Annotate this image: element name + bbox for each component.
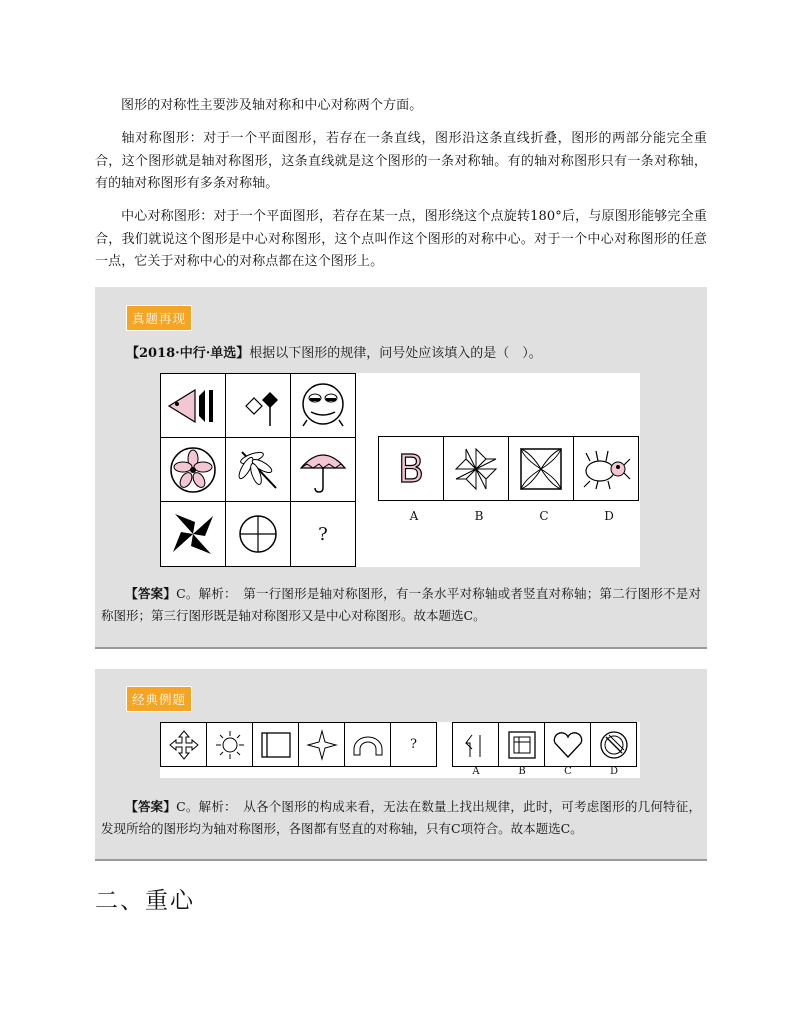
four-point-star-figure bbox=[298, 722, 345, 767]
umbrella-figure bbox=[290, 437, 356, 502]
axial-symmetry-paragraph: 轴对称图形：对于一个平面图形，若存在一条直线，图形沿这条直线折叠，图形的两部分能完全重合，这个图形就是轴对称图形，这条直线就是这个图形的一条对称轴。有的轴对称图形只有一条对称轴，有的轴对称图形有多条对称轴。 bbox=[95, 131, 707, 191]
section-heading: 二、重心 bbox=[95, 888, 195, 914]
diamond-arrow-figure bbox=[225, 373, 291, 438]
option-d-label: D bbox=[604, 509, 614, 523]
option-a-label: A bbox=[409, 509, 419, 523]
example-figure-strip bbox=[160, 722, 640, 778]
example-option-a-figure[interactable] bbox=[452, 722, 499, 767]
classic-example-tag: 经典例题 bbox=[126, 686, 192, 712]
intro-paragraph: 图形的对称性主要涉及轴对称和中心对称两个方面。 bbox=[121, 98, 423, 113]
dragonfly-figure bbox=[225, 437, 291, 502]
fish-figure bbox=[160, 373, 226, 438]
question-line: 【2018·中行·单选】根据以下图形的规律，问号处应该填入的是（ ）。 bbox=[126, 346, 542, 361]
answer-text: 【答案】C。解析： 第一行图形是轴对称图形，有一条水平对称轴或者竖直对称轴；第二行图形不是对称图形；第三行图形既是轴对称图形又是中心对称图形。故本题选C。 bbox=[101, 586, 701, 623]
example-option-c-figure[interactable] bbox=[544, 722, 591, 767]
classic-example-panel bbox=[95, 669, 707, 861]
sun-figure bbox=[206, 722, 253, 767]
arch-figure bbox=[344, 722, 391, 767]
four-petal-figure bbox=[160, 501, 226, 567]
figure-area bbox=[160, 373, 640, 567]
option-b-figure[interactable] bbox=[443, 436, 509, 501]
question-mark-cell: ? bbox=[290, 501, 356, 567]
framed-rectangle-figure bbox=[252, 722, 299, 767]
option-c-label: C bbox=[539, 509, 549, 523]
crosshair-circle-figure bbox=[225, 501, 291, 567]
frog-face-figure bbox=[290, 373, 356, 438]
example-question-mark-cell: ? bbox=[390, 722, 437, 767]
option-c-figure[interactable] bbox=[508, 436, 574, 501]
flower-circle-figure bbox=[160, 437, 226, 502]
example-option-d-figure[interactable] bbox=[590, 722, 637, 767]
option-d-figure[interactable] bbox=[573, 436, 639, 501]
example-answer-text: 【答案】C。解析： 从各个图形的构成来看，无法在数量上找出规律，此时，可考虑图形的几何特征，发现所给的图形均为轴对称图形，各图都有竖直的对称轴，只有C项符合。故本题选C。 bbox=[101, 799, 701, 836]
example-option-a-label: A bbox=[472, 766, 480, 777]
example-option-c-label: C bbox=[564, 766, 572, 777]
cross-arrows-figure bbox=[160, 722, 207, 767]
central-symmetry-paragraph: 中心对称图形：对于一个平面图形，若存在某一点，图形绕这个点旋转180°后，与原图形能够完全重合，我们就说这个图形是中心对称图形，这个点叫作这个图形的对称中心。对于一个中心对称图形的任意一点，它关于对称中心的对称点都在这个图形上。 bbox=[95, 209, 707, 269]
option-b-label: B bbox=[474, 509, 484, 523]
real-exam-tag: 真题再现 bbox=[126, 305, 192, 331]
example-option-d-label: D bbox=[609, 766, 619, 777]
option-a-figure[interactable]: B bbox=[378, 436, 444, 501]
real-exam-panel bbox=[95, 287, 707, 649]
example-option-b-figure[interactable] bbox=[498, 722, 545, 767]
example-option-b-label: B bbox=[518, 766, 526, 777]
